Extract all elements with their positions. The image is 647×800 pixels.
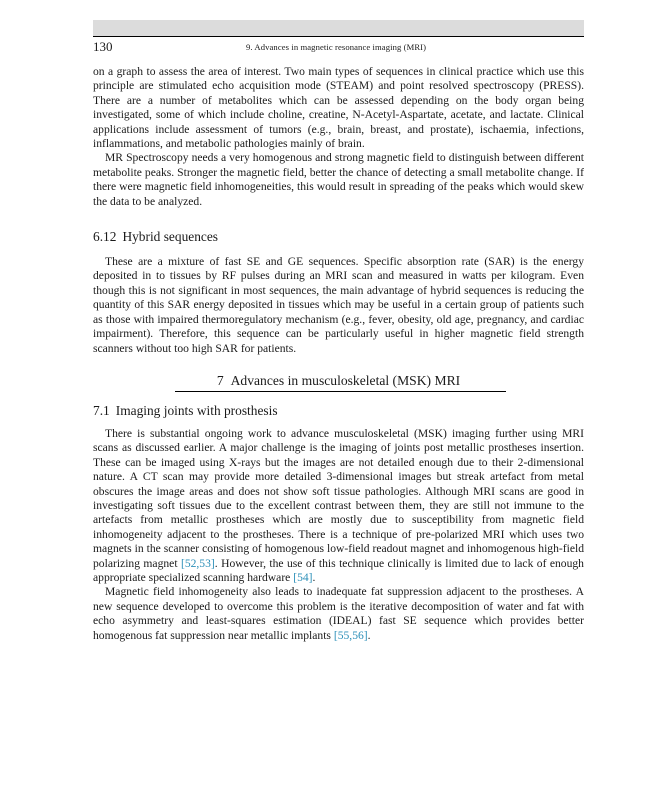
section-title: Imaging joints with prosthesis — [115, 402, 278, 418]
section-title: Hybrid sequences — [122, 229, 219, 245]
paragraph-text: Magnetic field inhomogeneity also leads to inadequate fat suppression adjacent to the prostheses. A new sequence developed to overcome this problem is the iterative decomposition of water and fat with echo asymmetry and least-squares estimation (IDEAL) fast SE sequence which provides better homogenous fat suppression near metallic implants — [93, 585, 584, 642]
chapter-title: Advances in musculoskeletal (MSK) MRI — [230, 372, 461, 388]
chapter-number: 7 — [216, 372, 224, 388]
citation-link[interactable]: [52,53] — [180, 556, 215, 570]
citation-link[interactable]: [54] — [293, 570, 313, 584]
section-heading-imaging-joints — [93, 403, 584, 419]
chapter-heading-msk-mri — [93, 372, 584, 391]
citation-link[interactable]: [55,56] — [333, 628, 368, 642]
paragraph-text: There is substantial ongoing work to advance musculoskeletal (MSK) imaging further using MRI scans as discussed earlier. A major challenge is the imaging of joints post metallic prostheses insertion. These can be imaged using X-rays but the images are not detailed enough due to their 2-dimensional nature. A CT scan may provide more detailed 3-dimensional images but streak artefact from metal obscures the image areas and does not show soft tissue pathologies. Although MRI scans are good in investigating soft tissues due to the excellent contrast between them, they are still not immune to the artefacts from metallic prostheses which are mostly due to susceptibility from magnetic field inhomogeneity adjacent to the prostheses. There is a technique of pre-polarized MRI which uses two magnets in the scanner consisting of homogenous low-field readout magnet and inhomogenous high-field polarizing magnet — [93, 426, 584, 570]
page-body — [93, 65, 584, 643]
paragraph-fat-suppression — [93, 585, 584, 643]
paragraph-imaging-joints — [93, 427, 584, 585]
header-rule — [93, 36, 584, 37]
section-number: 7.1 — [93, 402, 110, 418]
running-head: 9. Advances in magnetic resonance imaging (MRI) — [246, 42, 427, 52]
paragraph-text: . — [312, 570, 316, 584]
paragraph-spectroscopy-sequences: on a graph to assess the area of interest. Two main types of sequences in clinical practice which use this principle are stimulated echo acquisition mode (STEAM) and point resolved spectroscopy (PRESS). There are a number of metabolites which can be assessed depending on the body organ being investigated, some of which include choline, creatine, N-Acetyl-Aspartate, acetate, and lactate. Clinical applications include assessment of tumors (e.g., brain, breast, and prostate), ischaemia, infections, inflammations, and metabolic pathologies mainly of brain. — [93, 65, 584, 151]
paragraph-text: . However, the use of this technique clinically is limited due to lack of enough appropriate specialized scanning hardware — [93, 556, 584, 584]
paragraph-mr-spectroscopy-field: MR Spectroscopy needs a very homogenous and strong magnetic field to distinguish between different metabolite peaks. Stronger the magnetic field, better the chance of detecting a small metabolite change. If there were magnetic field inhomogeneities, this would result in spreading of the peaks which would skew the data to be analyzed. — [93, 151, 584, 208]
page-number: 130 — [93, 39, 113, 54]
paragraph-text: . — [367, 628, 371, 642]
paragraph-hybrid-sequences: These are a mixture of fast SE and GE sequences. Specific absorption rate (SAR) is the energy deposited in to tissues by RF pulses during an MRI scan and measured in watts per kilogram. Even though this is not significant in most sequences, the main advantage of hybrid sequences is reducing the quantity of this SAR energy deposited in tissues which may be useful in a certain group of patients such as those with impaired thermoregulatory mechanism (e.g., fever, obesity, old age, pregnancy, and cardiac impairment). Therefore, this sequence can be particularly useful in higher magnetic field strength scanners without too high SAR for patients. — [93, 255, 584, 355]
chapter-rule — [175, 391, 506, 392]
section-heading-hybrid-sequences — [93, 229, 584, 245]
header-bar — [93, 20, 584, 36]
section-number: 6.12 — [93, 229, 117, 245]
